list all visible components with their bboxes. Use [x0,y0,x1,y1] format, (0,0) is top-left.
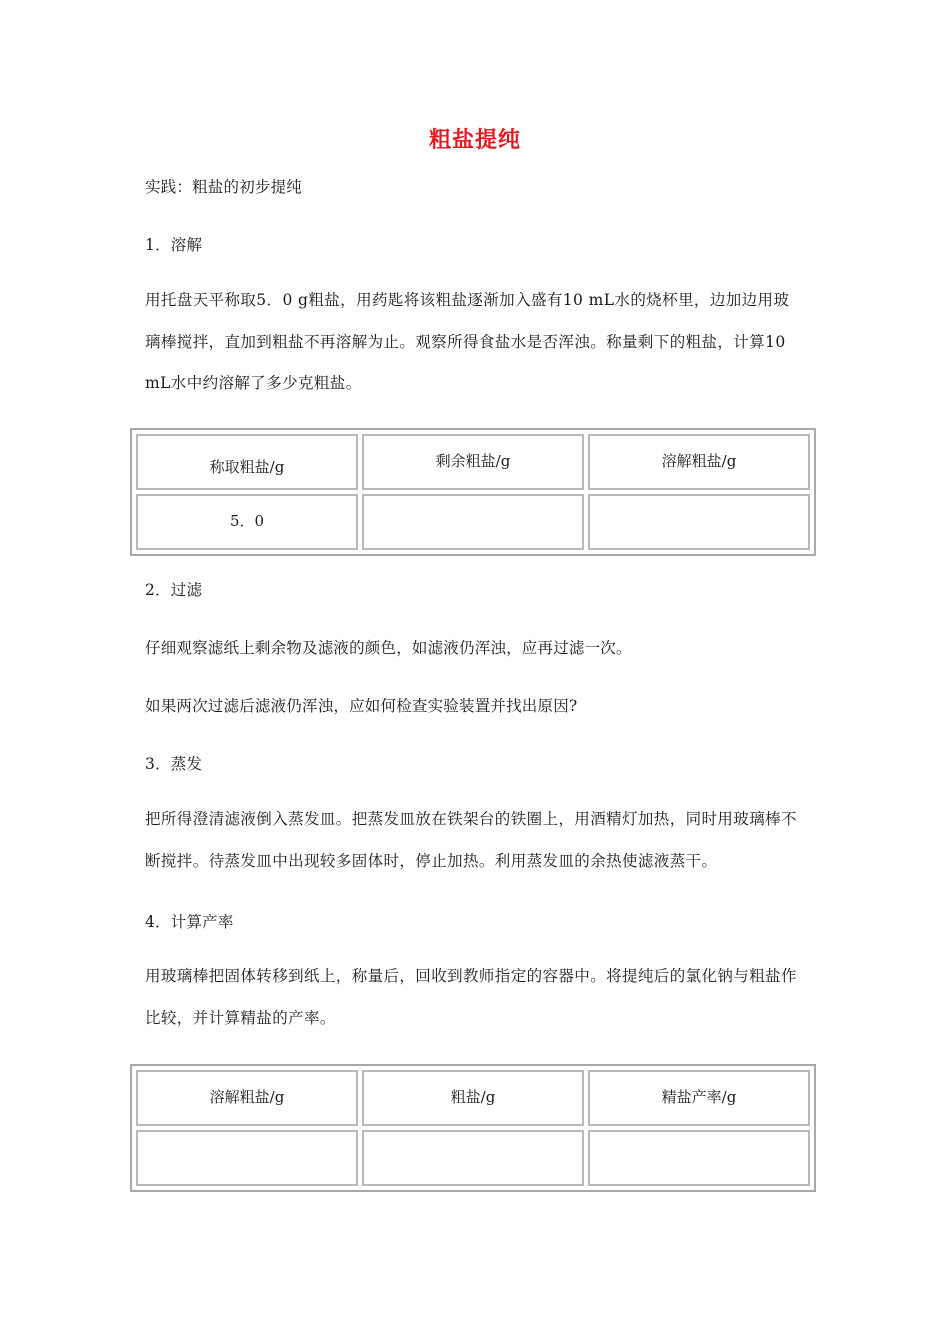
table-header-cell: 称取粗盐/g [136,434,358,490]
section-heading-evaporate: 3．蒸发 [145,755,203,773]
paragraph-yield: 用玻璃棒把固体转移到纸上，称量后，回收到教师指定的容器中。将提纯后的氯化钠与粗盐作比较，并计算精盐的产率。 [145,967,797,1027]
table-cell [136,1130,358,1186]
subtitle: 实践：粗盐的初步提纯 [145,178,303,196]
table-cell [588,494,810,550]
page-title: 粗盐提纯 [428,128,521,153]
table-header-cell: 精盐产率/g [588,1070,810,1126]
table-header-cell: 粗盐/g [362,1070,584,1126]
dissolve-table [130,428,816,556]
table-header-cell: 剩余粗盐/g [362,434,584,490]
section-heading-dissolve: 1．溶解 [145,236,203,254]
paragraph-filter-2: 如果两次过滤后滤液仍浑浊，应如何检查实验装置并找出原因? [145,697,578,715]
table-header-row [136,1070,810,1126]
table-row [136,1130,810,1186]
table-header-cell: 溶解粗盐/g [588,434,810,490]
table-cell [362,1130,584,1186]
section-heading-yield: 4．计算产率 [145,913,234,931]
paragraph-dissolve: 用托盘天平称取5．0 g粗盐，用药匙将该粗盐逐渐加入盛有10 mL水的烧杯里，边加边用玻璃棒搅拌，直加到粗盐不再溶解为止。观察所得食盐水是否浑浊。称量剩下的粗盐，计算10 mL水中约溶解了多少克粗盐。 [145,291,790,392]
paragraph-evaporate: 把所得澄清滤液倒入蒸发皿。把蒸发皿放在铁架台的铁圈上，用酒精灯加热，同时用玻璃棒不断搅拌。待蒸发皿中出现较多固体时，停止加热。利用蒸发皿的余热使滤液蒸干。 [145,810,797,870]
table-header-row [136,434,810,490]
table-cell: 5．0 [136,494,358,550]
table-cell [362,494,584,550]
section-heading-filter: 2．过滤 [145,581,203,599]
table-header-cell: 溶解粗盐/g [136,1070,358,1126]
paragraph-filter-1: 仔细观察滤纸上剩余物及滤液的颜色，如滤液仍浑浊，应再过滤一次。 [145,639,632,657]
table-row [136,494,810,550]
table-cell [588,1130,810,1186]
yield-table [130,1064,816,1192]
